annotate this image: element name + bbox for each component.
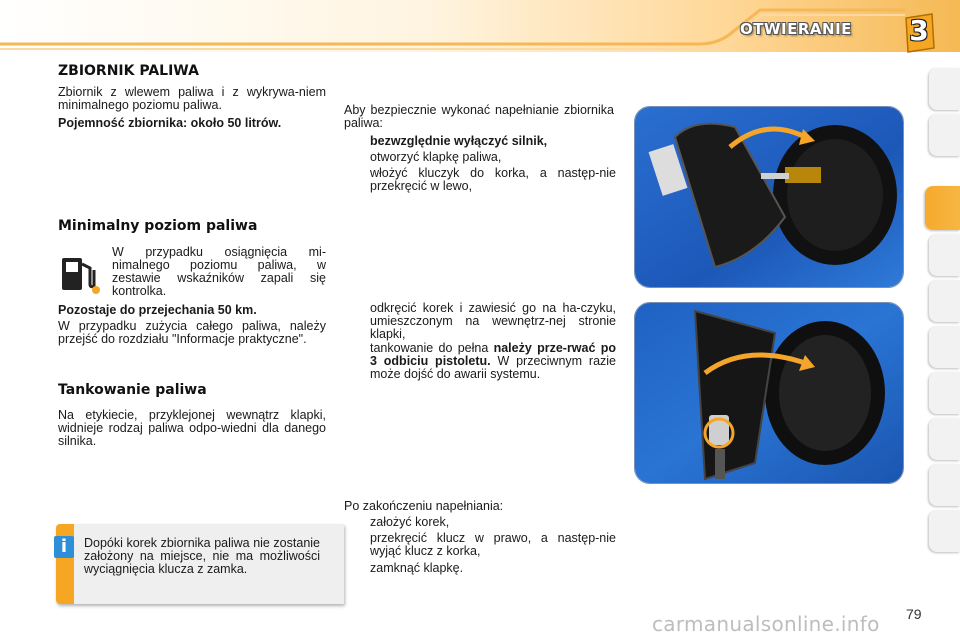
chapter-tabs <box>925 68 960 574</box>
info-icon: i <box>54 536 74 558</box>
chapter-tab-1[interactable] <box>929 68 960 110</box>
bullet-arrow-icon <box>344 342 370 381</box>
chapter-tab-4[interactable] <box>929 234 960 276</box>
step-5 <box>344 342 616 381</box>
section-title-refuelling: Tankowanie paliwa <box>58 382 207 398</box>
fuel-pump-icon <box>58 254 102 296</box>
bullet-arrow-icon <box>344 562 370 575</box>
remaining-range: Pozostaje do przejechania 50 km. <box>58 303 257 317</box>
step-2-text: otworzyć klapkę paliwa, <box>370 150 502 164</box>
info-box-text: Dopóki korek zbiornika paliwa nie zostanie założony na miejsce, nie ma możliwości wyciągnięcia klucza z zamka. <box>84 536 320 576</box>
fuel-tank-intro: Zbiornik z wlewem paliwa i z wykrywa-niem minimalnego poziomu paliwa. <box>58 85 326 112</box>
step-5-bold: należy prze-rwać po 3 odbiciu pistoletu. <box>370 341 616 368</box>
step-6-text: założyć korek, <box>370 515 450 529</box>
fuel-tank-capacity: Pojemność zbiornika: około 50 litrów. <box>58 116 282 130</box>
min-level-text: W przypadku osiągnięcia mi-nimalnego poziomu paliwa, w zestawie wskaźników zapali się kontrolka. <box>112 245 326 298</box>
step-5-text-b: W przeciwnym razie może dojść do awarii systemu. <box>370 354 616 381</box>
chapter-tab-8[interactable] <box>929 418 960 460</box>
bullet-arrow-icon <box>344 532 370 558</box>
bullet-arrow-icon <box>344 167 370 193</box>
step-7 <box>344 532 616 558</box>
chapter-title: OTWIERANIE <box>740 20 852 38</box>
photo-fuel-flap-key <box>634 106 904 288</box>
step-5-text <box>370 342 616 381</box>
step-5-text-a: tankowanie do pełna <box>370 341 494 355</box>
step-1 <box>344 135 616 148</box>
step-8 <box>344 562 616 575</box>
page-number: 79 <box>906 606 922 622</box>
step-2 <box>344 151 616 164</box>
section-title-min-level: Minimalny poziom paliwa <box>58 218 258 234</box>
step-7-text: przekręcić klucz w prawo, a następ-nie wyjąć klucz z korka, <box>370 531 616 558</box>
chapter-tab-7[interactable] <box>929 372 960 414</box>
section-title-fuel-tank: ZBIORNIK PALIWA <box>58 63 199 79</box>
bullet-arrow-icon <box>344 516 370 529</box>
step-1-text: bezwzględnie wyłączyć silnik, <box>370 134 548 148</box>
refuel-outro: Po zakończeniu napełniania: <box>344 499 504 513</box>
watermark: carmanualsonline.info <box>652 612 880 636</box>
chapter-number: 3 <box>909 14 929 47</box>
chapter-tab-9[interactable] <box>929 464 960 506</box>
min-level-detail: W przypadku zużycia całego paliwa, należy przejść do rozdziału "Informacje praktyczne". <box>58 319 326 346</box>
photo-fuel-cap-hook <box>634 302 904 484</box>
step-4-text: odkręcić korek i zawiesić go na ha-czyku, umieszczonym na wewnętrz-nej stronie klapki, <box>370 301 616 341</box>
chapter-tab-10[interactable] <box>929 510 960 552</box>
bullet-arrow-icon <box>344 302 370 341</box>
chapter-tab-2[interactable] <box>929 114 960 156</box>
chapter-tab-3-active[interactable] <box>925 186 960 230</box>
bullet-arrow-icon <box>344 151 370 164</box>
refuelling-text: Na etykiecie, przyklejonej wewnątrz klapki, widnieje rodzaj paliwa odpo-wiedni dla danego silnika. <box>58 408 326 448</box>
refuel-intro: Aby bezpiecznie wykonać napełnianie zbiornika paliwa: <box>344 103 614 130</box>
step-3-text: włożyć kluczyk do korka, a następ-nie przekręcić w lewo, <box>370 166 616 193</box>
step-8-text: zamknąć klapkę. <box>370 561 464 575</box>
step-6 <box>344 516 616 529</box>
step-4 <box>344 302 616 341</box>
step-3 <box>344 167 616 193</box>
chapter-tab-5[interactable] <box>929 280 960 322</box>
chapter-tab-6[interactable] <box>929 326 960 368</box>
bullet-arrow-icon <box>344 135 370 148</box>
